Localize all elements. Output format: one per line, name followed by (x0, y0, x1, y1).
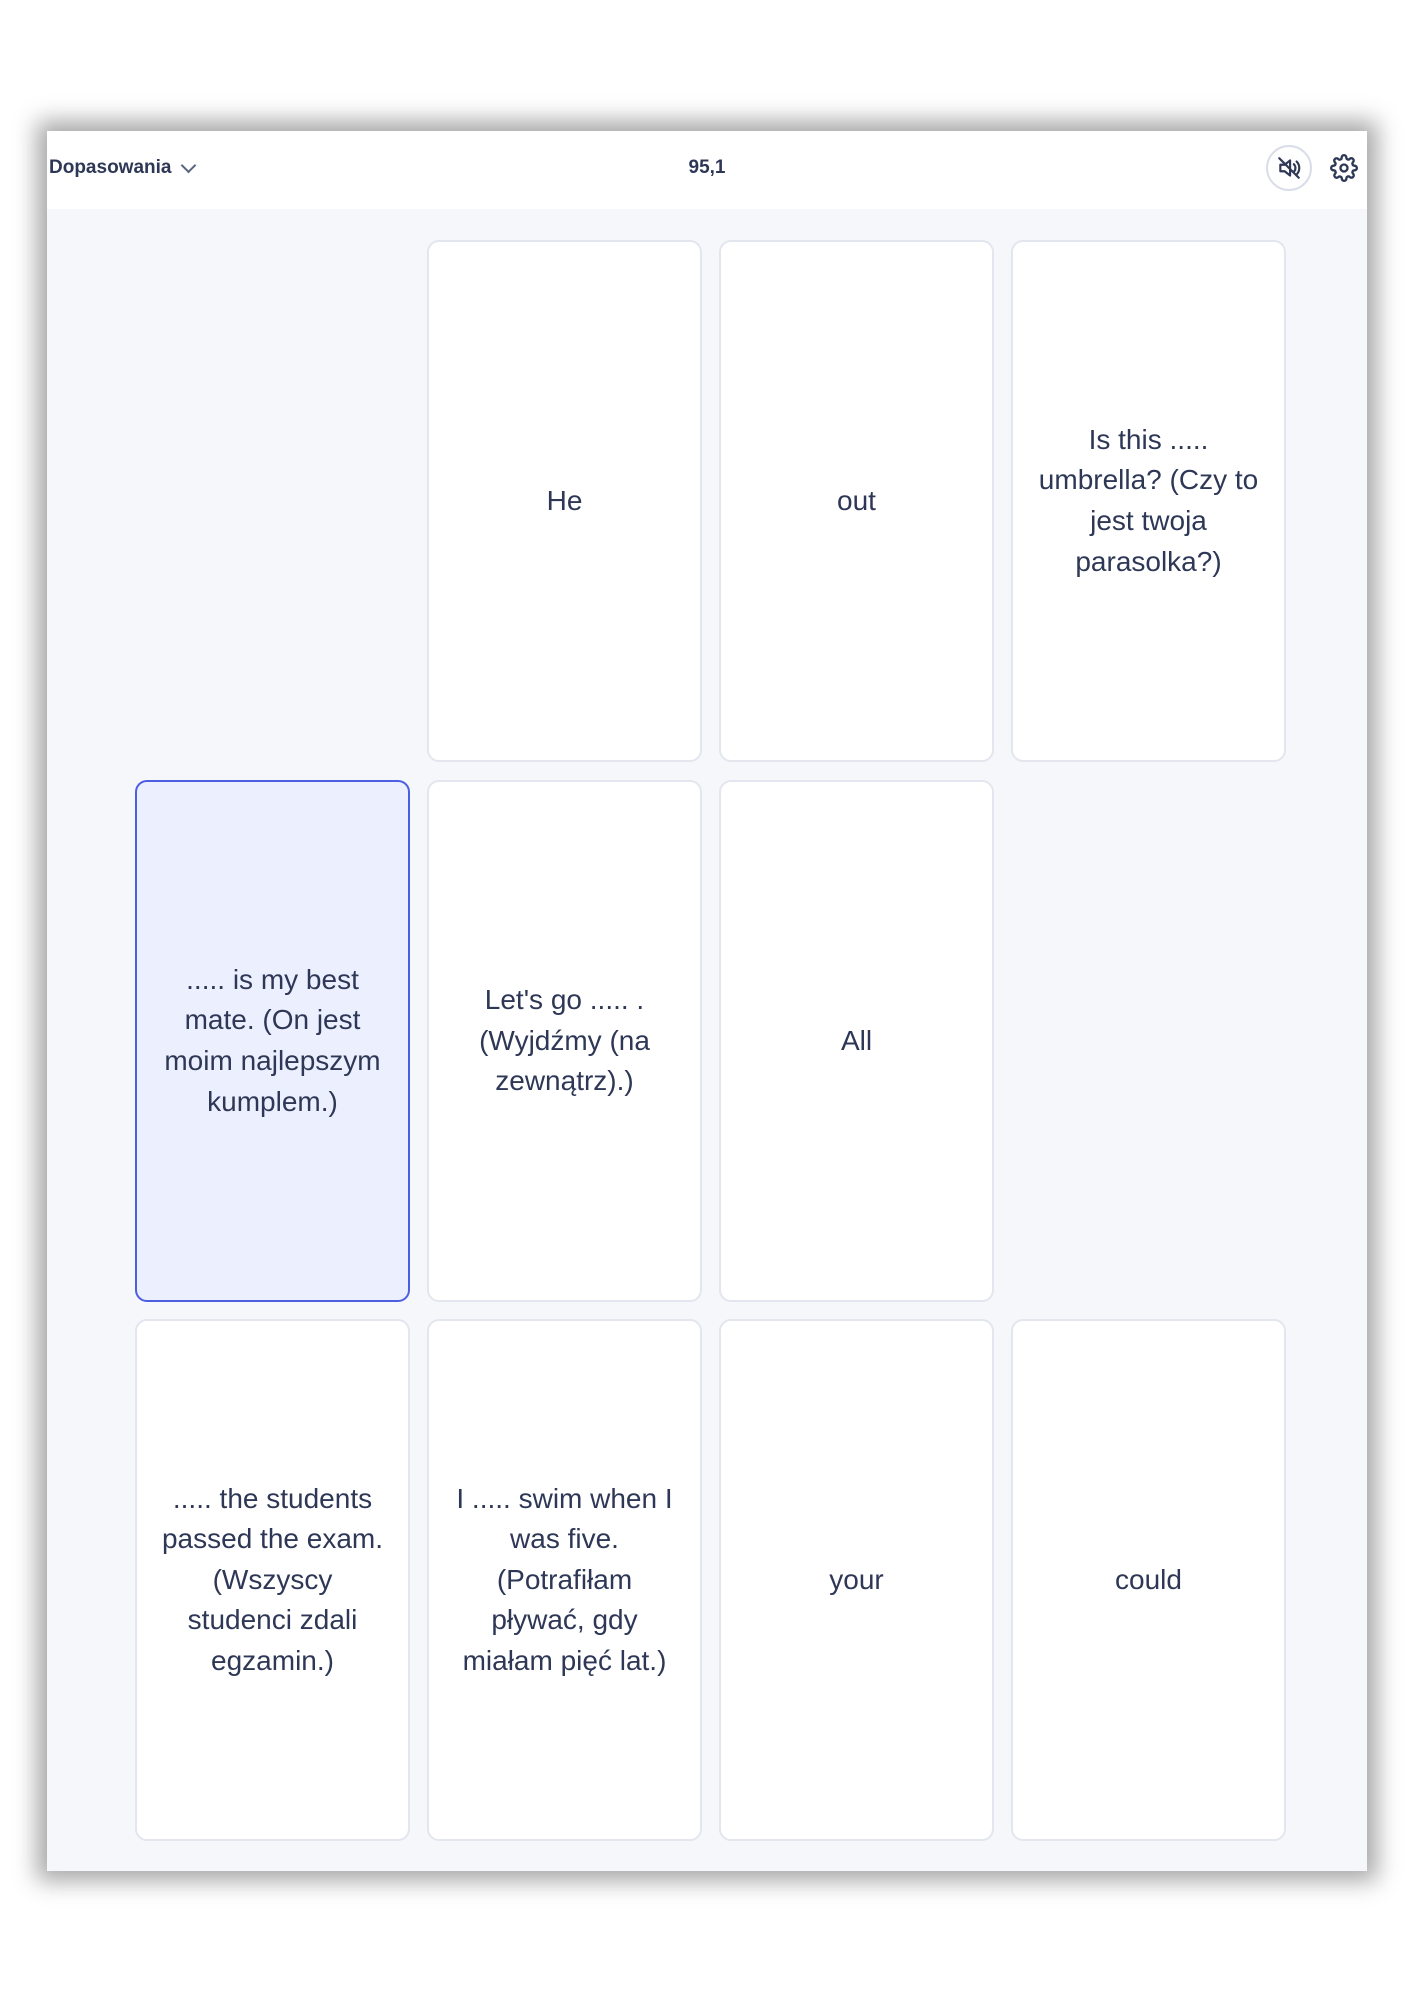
match-card[interactable]: ..... is my best mate. (On jest moim najlepszym kumplem.) (135, 780, 410, 1302)
match-card[interactable]: All (719, 780, 994, 1302)
match-card[interactable]: He (427, 240, 702, 762)
timer: 95,1 (688, 157, 726, 178)
sound-toggle-button[interactable] (1266, 145, 1312, 191)
match-card[interactable]: your (719, 1319, 994, 1841)
top-bar (47, 131, 1367, 209)
game-window (47, 131, 1367, 1871)
settings-button[interactable] (1325, 149, 1363, 187)
gear-icon (1330, 154, 1358, 182)
mode-label: Dopasowania (49, 157, 172, 178)
match-card[interactable]: ..... the students passed the exam. (Wszyscy studenci zdali egzamin.) (135, 1319, 410, 1841)
match-card[interactable]: could (1011, 1319, 1286, 1841)
match-card[interactable]: Is this ..... umbrella? (Czy to jest twoja parasolka?) (1011, 240, 1286, 762)
match-card[interactable]: out (719, 240, 994, 762)
match-card[interactable]: I ..... swim when I was five. (Potrafiłam pływać, gdy miałam pięć lat.) (427, 1319, 702, 1841)
match-card[interactable]: Let's go ..... . (Wyjdźmy (na zewnątrz).) (427, 780, 702, 1302)
card-board (47, 209, 1367, 1871)
speaker-muted-icon (1276, 155, 1302, 181)
